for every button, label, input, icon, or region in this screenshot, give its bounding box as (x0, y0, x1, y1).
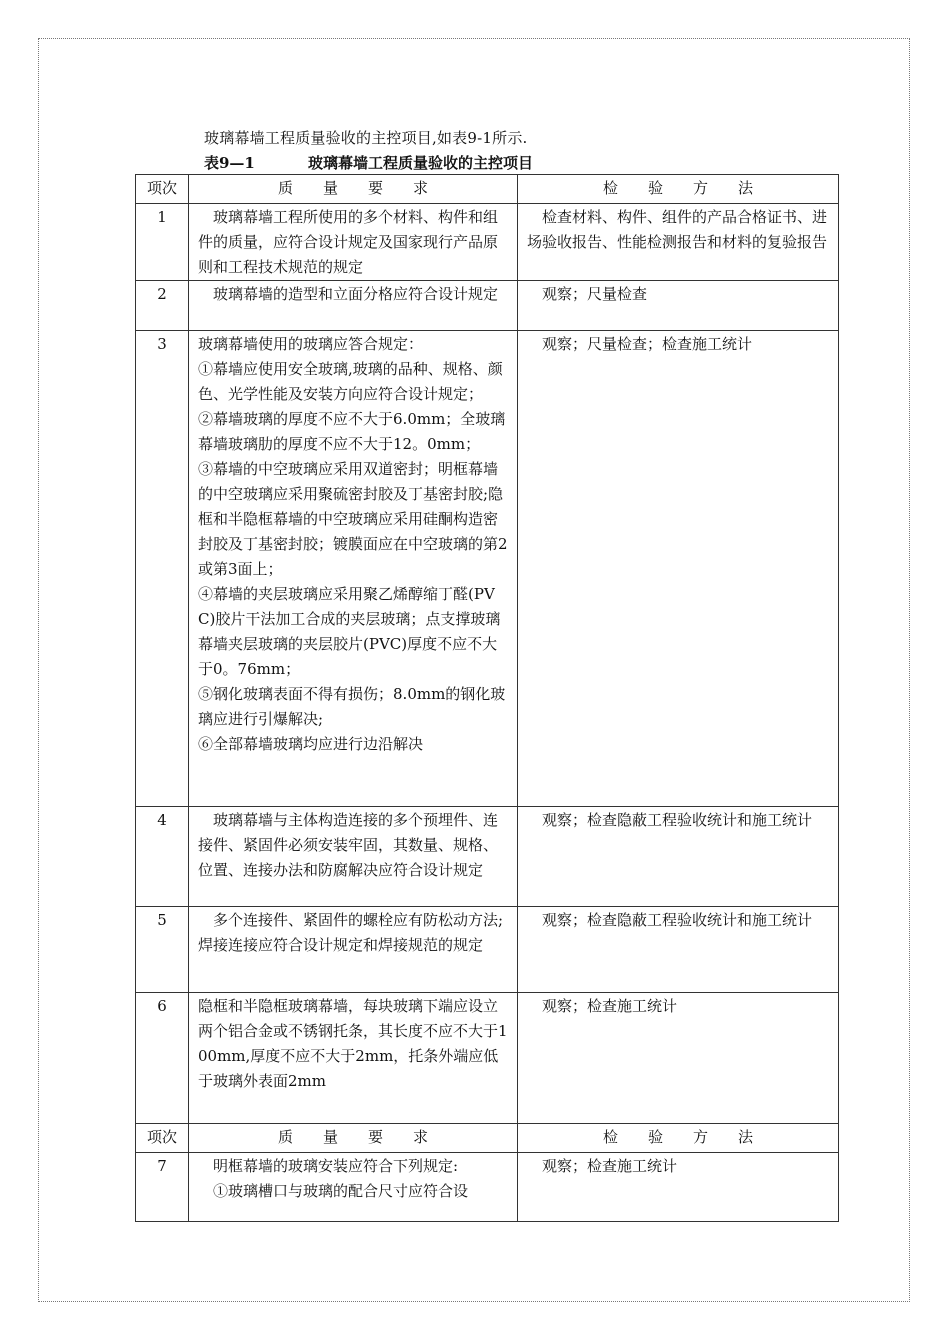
requirement-text: 明框幕墙的玻璃安装应符合下列规定: (213, 1157, 459, 1175)
table-row (136, 993, 839, 1124)
header-no: 项次 (136, 175, 189, 204)
row-requirement (189, 807, 518, 907)
row-method (518, 281, 839, 331)
table-row (136, 331, 839, 807)
row-requirement (189, 204, 518, 281)
row-requirement (189, 907, 518, 993)
row-requirement (189, 993, 518, 1124)
requirement-text: 玻璃幕墙工程所使用的多个材料、构件和组件的质量，应符合设计规定及国家现行产品原则和工程技术规范的规定 (198, 208, 499, 276)
row-requirement (189, 331, 518, 807)
row-no: 6 (136, 993, 189, 1124)
table-number: 表9—1 (204, 154, 255, 172)
row-method (518, 907, 839, 993)
method-text: 观察；尺量检查 (542, 285, 648, 303)
requirement-text: 多个连接件、紧固件的螺栓应有防松动方法;焊接连接应符合设计规定和焊接规范的规定 (198, 911, 504, 954)
row-method (518, 1153, 839, 1222)
acceptance-table (135, 174, 839, 1222)
row-no: 3 (136, 331, 189, 807)
requirement-text: 玻璃幕墙的造型和立面分格应符合设计规定 (213, 285, 499, 303)
row-no: 4 (136, 807, 189, 907)
table-title: 玻璃幕墙工程质量验收的主控项目 (308, 154, 534, 172)
header-method: 检 验 方 法 (518, 175, 839, 204)
row-requirement (189, 281, 518, 331)
method-text: 观察；检查施工统计 (542, 997, 678, 1015)
requirement-text: ①玻璃槽口与玻璃的配合尺寸应符合设 (213, 1182, 469, 1200)
table-row (136, 907, 839, 993)
row-method (518, 993, 839, 1124)
requirement-text: ④幕墙的夹层玻璃应采用聚乙烯醇缩丁醛(PVC)胶片干法加工合成的夹层玻璃；点支撑玻璃幕墙夹层玻璃的夹层胶片(PVC)厚度不应不大于0。76mm； (198, 585, 501, 678)
requirement-text: 玻璃幕墙使用的玻璃应答合规定： (198, 335, 424, 353)
intro-text: 玻璃幕墙工程质量验收的主控项目,如表9-1所示. (204, 129, 528, 147)
header-method: 检 验 方 法 (518, 1124, 839, 1153)
method-text: 观察；检查施工统计 (542, 1157, 678, 1175)
requirement-text: ⑥全部幕墙玻璃均应进行边沿解决 (198, 735, 424, 753)
method-text: 观察；检查隐蔽工程验收统计和施工统计 (542, 911, 813, 929)
row-method (518, 331, 839, 807)
table-caption (204, 152, 533, 173)
header-requirement: 质 量 要 求 (189, 1124, 518, 1153)
table-row (136, 281, 839, 331)
table-row (136, 1153, 839, 1222)
row-no: 1 (136, 204, 189, 281)
requirement-text: ②幕墙玻璃的厚度不应不大于6.0mm；全玻璃幕墙玻璃肋的厚度不应不大于12。0mm； (198, 410, 506, 453)
requirement-text: ⑤钢化玻璃表面不得有损伤；8.0mm的钢化玻璃应进行引爆解决; (198, 685, 506, 728)
table-row (136, 204, 839, 281)
table-header-row (136, 175, 839, 204)
row-no: 2 (136, 281, 189, 331)
requirement-text: 玻璃幕墙与主体构造连接的多个预埋件、连接件、紧固件必须安装牢固，其数量、规格、位置、连接办法和防腐解决应符合设计规定 (198, 811, 499, 879)
row-method (518, 204, 839, 281)
row-method (518, 807, 839, 907)
header-requirement: 质 量 要 求 (189, 175, 518, 204)
method-text: 检查材料、构件、组件的产品合格证书、进场验收报告、性能检测报告和材料的复验报告 (527, 208, 828, 251)
row-no: 7 (136, 1153, 189, 1222)
row-requirement (189, 1153, 518, 1222)
header-no: 项次 (136, 1124, 189, 1153)
row-no: 5 (136, 907, 189, 993)
requirement-text: ①幕墙应使用安全玻璃,玻璃的品种、规格、颜色、光学性能及安装方向应符合设计规定； (198, 360, 503, 403)
method-text: 观察；检查隐蔽工程验收统计和施工统计 (542, 811, 813, 829)
table-header-row (136, 1124, 839, 1153)
requirement-text: 隐框和半隐框玻璃幕墙，每块玻璃下端应设立两个铝合金或不锈钢托条，其长度不应不大于100mm,厚度不应不大于2mm，托条外端应低于玻璃外表面2mm (198, 997, 508, 1090)
requirement-text: ③幕墙的中空玻璃应采用双道密封；明框幕墙的中空玻璃应采用聚硫密封胶及丁基密封胶;隐框和半隐框幕墙的中空玻璃应采用硅酮构造密封胶及丁基密封胶；镀膜面应在中空玻璃的第2或第3面上； (198, 460, 508, 578)
method-text: 观察；尺量检查；检查施工统计 (542, 335, 753, 353)
table-row (136, 807, 839, 907)
